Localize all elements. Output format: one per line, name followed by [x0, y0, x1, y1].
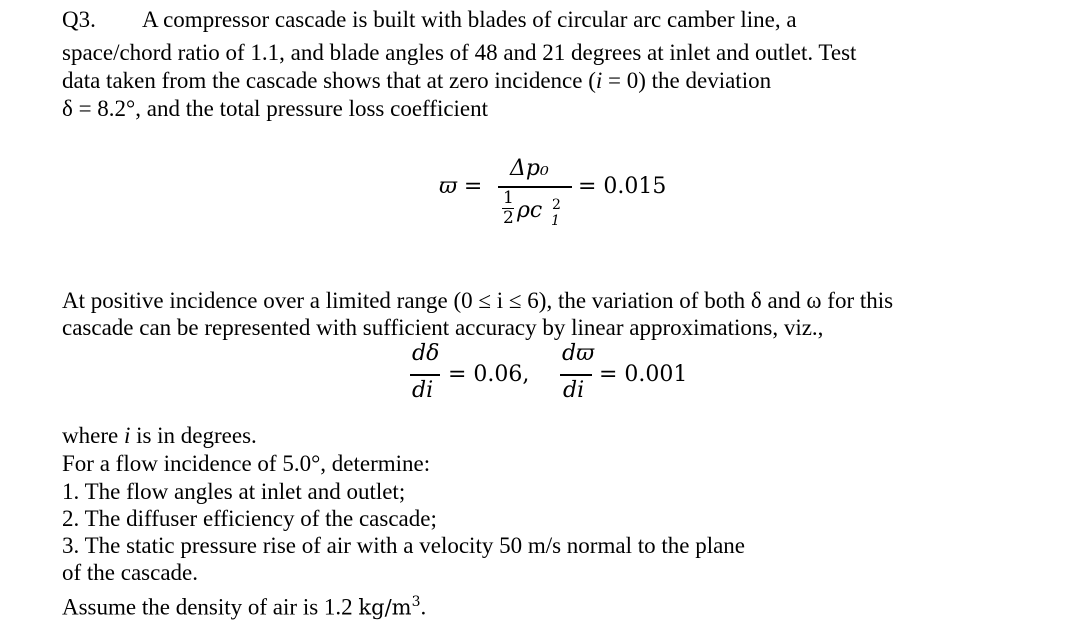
question-intro-line-4: δ = 8.2°, and the total pressure loss coefficient: [62, 96, 489, 121]
eq2-num2: dϖ: [562, 341, 595, 366]
question-intro-line-2: space/chord ratio of 1.1, and blade angles of 48 and 21 degrees at inlet and outlet. Test: [62, 40, 857, 65]
eq2-den2: di: [563, 378, 585, 403]
eq2-den1: di: [412, 378, 434, 403]
assumption-text: Assume the density of air is 1.2: [62, 594, 359, 620]
tail-text-1a: where: [62, 423, 124, 448]
intro-text-3b: = 0) the deviation: [602, 68, 772, 93]
assumption-unit-exponent: 3: [411, 594, 421, 610]
eq1-half-num: 1: [503, 188, 514, 208]
task-item-3-cont: of the cascade.: [62, 560, 199, 585]
eq1-rhs: = 0.015: [578, 174, 667, 199]
eq2-bar1: [410, 374, 440, 376]
eq2-rhs1: = 0.06,: [448, 362, 530, 387]
eq1-half-den: 2: [503, 208, 514, 228]
intro-text-1: A compressor cascade is built with blades of circular arc camber line, a: [142, 7, 797, 32]
question-intro-line-3: [62, 67, 771, 94]
task-item-1: 1. The flow angles at inlet and outlet;: [62, 479, 406, 504]
tail-line-1: [62, 422, 257, 449]
tail-text-1b: is in degrees.: [130, 423, 257, 448]
eq1-superscript: 2: [552, 197, 561, 213]
eq1-rho-c: ρc: [517, 198, 543, 223]
para2-line-1: At positive incidence over a limited range (0 ≤ i ≤ 6), the variation of both δ and ω for this: [62, 288, 894, 313]
tail-text-1-i: i: [123, 423, 131, 448]
intro-text-3a: data taken from the cascade shows that at zero incidence (: [62, 68, 596, 93]
question-number: Q3.: [62, 7, 96, 32]
eq1-subscript: 1: [551, 213, 560, 229]
assumption-end: .: [420, 594, 427, 620]
eq2-bar2: [560, 374, 592, 376]
task-item-2: 2. The diffuser efficiency of the cascade;: [62, 506, 437, 531]
para2-line-2: cascade can be represented with sufficient accuracy by linear approximations, viz.,: [62, 315, 824, 340]
assumption-line: [62, 589, 426, 622]
intro-text-3-i: i: [595, 68, 603, 93]
eq2-num1: dδ: [412, 341, 440, 366]
eq1-numerator: Δp₀: [510, 156, 549, 181]
task-item-3: 3. The static pressure rise of air with a velocity 50 m/s normal to the plane: [62, 533, 746, 558]
eq1-lhs: ϖ =: [439, 174, 483, 199]
tail-line-2: For a flow incidence of 5.0°, determine:: [62, 451, 431, 476]
question-intro-line-1: [62, 6, 797, 33]
eq2-rhs2: = 0.001: [599, 362, 688, 387]
assumption-unit: kg/m: [358, 595, 412, 620]
